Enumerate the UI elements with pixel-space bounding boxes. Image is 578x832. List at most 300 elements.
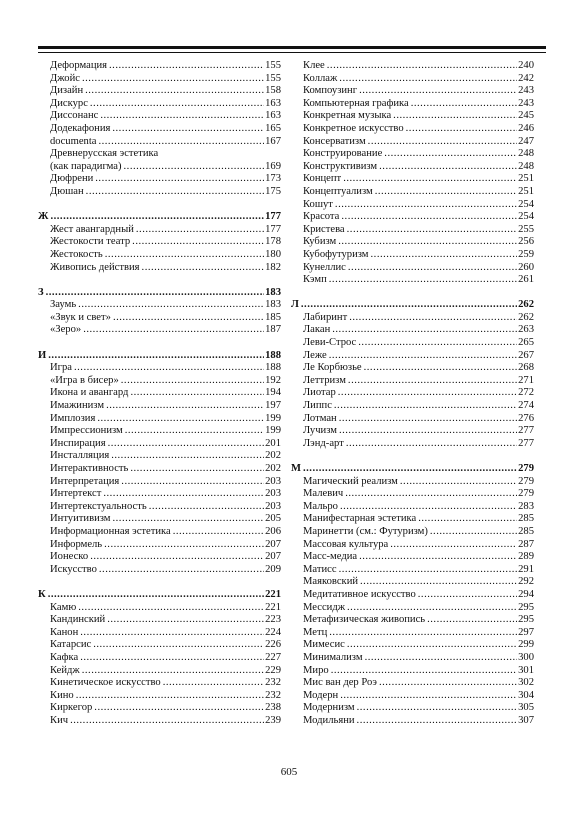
index-page-number: 272 bbox=[518, 387, 534, 399]
dot-leader bbox=[97, 413, 264, 426]
index-term: Мальро bbox=[303, 500, 338, 512]
dot-leader bbox=[173, 526, 264, 539]
index-page-number: 158 bbox=[265, 85, 281, 97]
dot-leader bbox=[46, 287, 265, 300]
index-term: Конструктивизм bbox=[303, 160, 378, 172]
index-term: Древнерусская эстетика bbox=[50, 148, 159, 160]
index-entry bbox=[38, 639, 281, 652]
index-entry bbox=[291, 60, 534, 73]
dot-leader bbox=[76, 690, 264, 703]
index-page-number: 267 bbox=[518, 349, 534, 361]
index-entry bbox=[38, 450, 281, 463]
index-letter-heading bbox=[38, 589, 281, 602]
index-page-number: 229 bbox=[265, 664, 281, 676]
dot-leader bbox=[345, 488, 517, 501]
dot-leader bbox=[340, 501, 517, 514]
index-page-number: 203 bbox=[265, 475, 281, 487]
index-entry bbox=[291, 526, 534, 539]
index-page-number: 260 bbox=[518, 261, 534, 273]
index-entry bbox=[291, 312, 534, 325]
index-entry bbox=[38, 262, 281, 275]
dot-leader bbox=[99, 564, 264, 577]
dot-leader bbox=[411, 98, 517, 111]
index-entry bbox=[38, 312, 281, 325]
index-term: Модильяни bbox=[303, 714, 355, 726]
index-term: Леже bbox=[303, 349, 327, 361]
index-term: Маринетти (см.: Футуризм) bbox=[303, 525, 428, 537]
index-page-number: 265 bbox=[518, 337, 534, 349]
index-column-right bbox=[291, 60, 534, 727]
index-term: Метц bbox=[303, 626, 328, 638]
dot-leader bbox=[130, 463, 264, 476]
index-column-left bbox=[38, 60, 281, 727]
index-entry bbox=[291, 148, 534, 161]
dot-leader bbox=[339, 73, 517, 86]
index-entry bbox=[291, 602, 534, 615]
index-term: К bbox=[38, 588, 46, 600]
dot-leader bbox=[379, 161, 517, 174]
dot-leader bbox=[338, 387, 517, 400]
index-term: И bbox=[38, 349, 47, 361]
index-page-number: 277 bbox=[518, 437, 534, 449]
index-term: Жест авангардный bbox=[50, 223, 134, 235]
index-entry bbox=[38, 677, 281, 690]
index-page-number: 203 bbox=[265, 488, 281, 500]
index-entry bbox=[38, 564, 281, 577]
index-page-number: 277 bbox=[518, 425, 534, 437]
index-entry bbox=[38, 186, 281, 199]
index-page-number: 221 bbox=[265, 588, 281, 600]
section-gap bbox=[38, 274, 281, 287]
dot-leader bbox=[339, 425, 517, 438]
index-term: Магический реализм bbox=[303, 475, 398, 487]
dot-leader bbox=[82, 73, 264, 86]
index-page-number: 223 bbox=[265, 614, 281, 626]
index-entry bbox=[291, 702, 534, 715]
index-entry bbox=[38, 690, 281, 703]
index-term: Метафизическая живопись bbox=[303, 614, 426, 626]
index-page-number: 197 bbox=[265, 400, 281, 412]
index-term: Дискурс bbox=[50, 97, 88, 109]
dot-leader bbox=[125, 425, 264, 438]
dot-leader bbox=[359, 551, 517, 564]
index-entry bbox=[38, 715, 281, 728]
index-term: Интертекстуальность bbox=[50, 500, 147, 512]
index-page-number: 165 bbox=[265, 122, 281, 134]
index-page-number: 224 bbox=[265, 626, 281, 638]
index-entry bbox=[291, 362, 534, 375]
index-letter-heading bbox=[38, 287, 281, 300]
index-term: Лакан bbox=[303, 324, 331, 336]
index-entry bbox=[291, 350, 534, 363]
index-page-number: 254 bbox=[518, 211, 534, 223]
dot-leader bbox=[406, 123, 517, 136]
index-term: Интерактивность bbox=[50, 463, 129, 474]
index-entry bbox=[38, 236, 281, 249]
index-term: Концепт bbox=[303, 173, 342, 185]
index-page-number: 188 bbox=[265, 362, 281, 374]
index-page-number: 240 bbox=[518, 60, 534, 71]
header-rule-thin bbox=[38, 52, 546, 53]
dot-leader bbox=[78, 602, 264, 615]
index-entry bbox=[291, 186, 534, 199]
index-term: Кубизм bbox=[303, 236, 337, 248]
dot-leader bbox=[390, 539, 517, 552]
index-page-number: 274 bbox=[518, 400, 534, 412]
dot-leader bbox=[80, 627, 264, 640]
index-term: Кандинский bbox=[50, 614, 106, 626]
section-gap bbox=[291, 450, 534, 463]
index-page-number: 251 bbox=[518, 173, 534, 185]
section-gap bbox=[38, 576, 281, 589]
index-term: Мессидж bbox=[303, 601, 346, 613]
index-entry bbox=[291, 639, 534, 652]
index-entry bbox=[38, 463, 281, 476]
index-term: «Игра в бисер» bbox=[50, 374, 119, 386]
index-entry bbox=[291, 627, 534, 640]
dot-leader bbox=[108, 438, 265, 451]
index-page-number: 297 bbox=[518, 626, 534, 638]
index-term: Деформация bbox=[50, 60, 108, 71]
index-term: Импрессионизм bbox=[50, 425, 123, 437]
index-entry bbox=[38, 627, 281, 640]
index-term: Жестокости театр bbox=[50, 236, 131, 248]
index-page-number: 276 bbox=[518, 412, 534, 424]
index-term: Модернизм bbox=[303, 702, 355, 714]
dot-leader bbox=[347, 224, 517, 237]
index-term: Л bbox=[291, 299, 299, 311]
dot-leader bbox=[347, 602, 517, 615]
dot-leader bbox=[393, 110, 517, 123]
index-term: Интерпретация bbox=[50, 475, 120, 487]
dot-leader bbox=[74, 362, 264, 375]
index-entry bbox=[38, 98, 281, 111]
index-page-number: 255 bbox=[518, 223, 534, 235]
index-term: Информационная эстетика bbox=[50, 525, 171, 537]
index-term: Лэнд-арт bbox=[303, 437, 344, 449]
dot-leader bbox=[379, 677, 517, 690]
dot-leader bbox=[121, 375, 264, 388]
dot-leader bbox=[94, 702, 264, 715]
index-entry bbox=[291, 551, 534, 564]
index-entry bbox=[38, 526, 281, 539]
index-page-number: 201 bbox=[265, 437, 281, 449]
index-term: Лиотар bbox=[303, 387, 336, 399]
index-term: Масс-медиа bbox=[303, 551, 358, 563]
dot-leader bbox=[303, 463, 517, 476]
index-page-number: 227 bbox=[265, 651, 281, 663]
dot-leader bbox=[348, 262, 517, 275]
index-page-number: 243 bbox=[518, 85, 534, 97]
index-letter-heading bbox=[291, 463, 534, 476]
dot-leader bbox=[335, 199, 517, 212]
index-term: Кинетическое искусство bbox=[50, 677, 161, 689]
index-page-number: 185 bbox=[265, 311, 281, 323]
dot-leader bbox=[142, 262, 265, 275]
index-entry bbox=[291, 73, 534, 86]
index-page-number: 199 bbox=[265, 412, 281, 424]
dot-leader bbox=[349, 312, 517, 325]
index-page-number: 262 bbox=[518, 299, 534, 311]
dot-leader bbox=[339, 564, 518, 577]
index-page-number: 173 bbox=[265, 173, 281, 185]
index-page-number: 182 bbox=[265, 261, 281, 273]
index-term: Консерватизм bbox=[303, 135, 366, 147]
index-entry bbox=[38, 136, 281, 149]
dot-leader bbox=[359, 85, 517, 98]
index-entry bbox=[38, 324, 281, 337]
index-term: Минимализм bbox=[303, 651, 363, 663]
index-page-number: 301 bbox=[518, 664, 534, 676]
dot-leader bbox=[338, 236, 517, 249]
index-term: Мис ван дер Роэ bbox=[303, 677, 377, 689]
dot-leader bbox=[329, 627, 517, 640]
index-page-number: 279 bbox=[518, 475, 534, 487]
dot-leader bbox=[329, 350, 517, 363]
dot-leader bbox=[365, 652, 518, 665]
dot-leader bbox=[334, 400, 517, 413]
index-page-number: 178 bbox=[265, 236, 281, 248]
section-gap bbox=[38, 199, 281, 212]
index-entry bbox=[291, 249, 534, 262]
index-page-number: 305 bbox=[518, 702, 534, 714]
index-entry bbox=[291, 715, 534, 728]
dot-leader bbox=[70, 715, 264, 728]
index-page-number: 261 bbox=[518, 274, 534, 286]
index-page-number: 194 bbox=[265, 387, 281, 399]
index-page-number: 302 bbox=[518, 677, 534, 689]
index-term: Кафка bbox=[50, 651, 79, 663]
index-page-number: 155 bbox=[265, 72, 281, 84]
index-page-number: 285 bbox=[518, 513, 534, 525]
index-term: Липпс bbox=[303, 400, 332, 412]
index-term: «Звук и свет» bbox=[50, 311, 111, 323]
index-page-number: 188 bbox=[265, 349, 281, 361]
section-gap bbox=[291, 287, 534, 300]
index-entry bbox=[291, 438, 534, 451]
dot-leader bbox=[348, 375, 517, 388]
index-entry bbox=[291, 677, 534, 690]
index-entry bbox=[38, 73, 281, 86]
dot-leader bbox=[340, 690, 517, 703]
index-entry bbox=[38, 400, 281, 413]
index-entry bbox=[291, 211, 534, 224]
index-entry bbox=[291, 513, 534, 526]
index-term: Кэмп bbox=[303, 274, 327, 286]
index-entry bbox=[38, 501, 281, 514]
index-term: Кристева bbox=[303, 223, 345, 235]
index-entry bbox=[291, 488, 534, 501]
header-rule-thick bbox=[38, 46, 546, 49]
dot-leader bbox=[132, 236, 264, 249]
dot-leader bbox=[112, 123, 264, 136]
dot-leader bbox=[364, 362, 517, 375]
index-entry bbox=[291, 576, 534, 589]
index-entry bbox=[291, 136, 534, 149]
index-term: Массовая культура bbox=[303, 538, 389, 550]
index-term: Конструирование bbox=[303, 148, 383, 160]
index-page-number: 295 bbox=[518, 601, 534, 613]
index-term: Дюшан bbox=[50, 185, 84, 197]
index-page-number: 187 bbox=[265, 324, 281, 336]
index-entry bbox=[291, 425, 534, 438]
index-term: (как парадигма) bbox=[50, 160, 122, 172]
index-term: Ионеско bbox=[50, 551, 89, 563]
index-page-number: 167 bbox=[265, 135, 281, 147]
index-term: Заумь bbox=[50, 299, 77, 311]
index-entry bbox=[291, 236, 534, 249]
dot-leader bbox=[427, 614, 517, 627]
index-page-number: 279 bbox=[518, 463, 534, 474]
index-entry bbox=[291, 652, 534, 665]
index-entry bbox=[38, 85, 281, 98]
index-entry bbox=[291, 501, 534, 514]
dot-leader bbox=[105, 249, 264, 262]
dot-leader bbox=[418, 513, 517, 526]
index-letter-heading bbox=[38, 350, 281, 363]
index-entry bbox=[38, 60, 281, 73]
dot-leader bbox=[332, 324, 517, 337]
index-page-number: 199 bbox=[265, 425, 281, 437]
index-term: Миро bbox=[303, 664, 329, 676]
dot-leader bbox=[86, 186, 264, 199]
index-term: Живопись действия bbox=[50, 261, 140, 273]
index-entry bbox=[291, 375, 534, 388]
dot-leader bbox=[357, 702, 517, 715]
dot-leader bbox=[130, 387, 264, 400]
index-page-number: 239 bbox=[265, 714, 281, 726]
dot-leader bbox=[136, 224, 264, 237]
index-page-number: 279 bbox=[518, 488, 534, 500]
index-term: Интертекст bbox=[50, 488, 102, 500]
index-page-number: 202 bbox=[265, 450, 281, 462]
index-term: Джойс bbox=[50, 72, 80, 84]
index-entry bbox=[291, 110, 534, 123]
index-term: Катарсис bbox=[50, 639, 92, 651]
index-page-number: 291 bbox=[518, 563, 534, 575]
dot-leader bbox=[339, 413, 517, 426]
index-page-number: 245 bbox=[518, 110, 534, 122]
index-letter-heading bbox=[38, 211, 281, 224]
index-term: Кич bbox=[50, 714, 69, 726]
index-term: Инсталляция bbox=[50, 450, 110, 462]
index-term: Кейдж bbox=[50, 664, 80, 676]
index-page-number: 248 bbox=[518, 160, 534, 172]
index-page-number: 177 bbox=[265, 223, 281, 235]
index-entry bbox=[38, 513, 281, 526]
index-page-number: 155 bbox=[265, 60, 281, 71]
index-page-number: 285 bbox=[518, 525, 534, 537]
index-term: Канон bbox=[50, 626, 79, 638]
dot-leader bbox=[85, 85, 264, 98]
index-entry bbox=[38, 123, 281, 136]
index-entry bbox=[38, 173, 281, 186]
index-entry bbox=[38, 148, 281, 161]
index-page-number: 247 bbox=[518, 135, 534, 147]
dot-leader bbox=[360, 576, 517, 589]
index-entry bbox=[291, 85, 534, 98]
index-page-number: 180 bbox=[265, 248, 281, 260]
dot-leader bbox=[418, 589, 517, 602]
dot-leader bbox=[103, 488, 264, 501]
index-entry bbox=[291, 224, 534, 237]
index-entry bbox=[38, 387, 281, 400]
dot-leader bbox=[90, 551, 264, 564]
index-page-number: 226 bbox=[265, 639, 281, 651]
dot-leader bbox=[106, 400, 264, 413]
index-page-number: 251 bbox=[518, 185, 534, 197]
index-term: Компьютерная графика bbox=[303, 97, 409, 109]
index-page-number: 243 bbox=[518, 97, 534, 109]
index-entry bbox=[38, 249, 281, 262]
index-term: Лотман bbox=[303, 412, 337, 424]
index-page-number: 177 bbox=[265, 211, 281, 223]
index-entry bbox=[38, 413, 281, 426]
index-entry bbox=[38, 224, 281, 237]
dot-leader bbox=[329, 274, 517, 287]
index-page-number: 175 bbox=[265, 185, 281, 197]
index-page-number: 295 bbox=[518, 614, 534, 626]
index-entry bbox=[38, 161, 281, 174]
index-entry bbox=[291, 539, 534, 552]
section-gap bbox=[38, 337, 281, 350]
index-term: Матисс bbox=[303, 563, 337, 575]
dot-leader bbox=[358, 337, 517, 350]
index-term: Лучизм bbox=[303, 425, 337, 437]
dot-leader bbox=[357, 715, 518, 728]
index-entry bbox=[291, 262, 534, 275]
index-term: Малевич bbox=[303, 488, 344, 500]
index-term: Ле Корбюзье bbox=[303, 362, 362, 374]
index-page-number: 183 bbox=[265, 299, 281, 311]
dot-leader bbox=[109, 60, 264, 73]
index-entry bbox=[38, 702, 281, 715]
index-entry bbox=[291, 98, 534, 111]
index-term: Киркегор bbox=[50, 702, 93, 714]
index-entry bbox=[291, 665, 534, 678]
index-entry bbox=[38, 110, 281, 123]
index-term: Информель bbox=[50, 538, 103, 550]
index-entry bbox=[291, 324, 534, 337]
index-entry bbox=[38, 476, 281, 489]
dot-leader bbox=[368, 136, 517, 149]
index-page-number: 207 bbox=[265, 538, 281, 550]
index-term: «Зеро» bbox=[50, 324, 82, 336]
index-term: Кубофутуризм bbox=[303, 248, 369, 260]
index-entry bbox=[38, 665, 281, 678]
dot-leader bbox=[78, 299, 264, 312]
index-term: Компоузинг bbox=[303, 85, 358, 97]
dot-leader bbox=[111, 450, 264, 463]
index-term: Мимесис bbox=[303, 639, 345, 651]
index-term: Красота bbox=[303, 211, 340, 223]
index-entry bbox=[38, 299, 281, 312]
index-term: Икона и авангард bbox=[50, 387, 129, 399]
dot-leader bbox=[83, 324, 264, 337]
index-page-number: 304 bbox=[518, 689, 534, 701]
index-entry bbox=[38, 488, 281, 501]
index-entry bbox=[291, 400, 534, 413]
index-letter-heading bbox=[291, 299, 534, 312]
index-page-number: 169 bbox=[265, 160, 281, 172]
index-entry bbox=[38, 602, 281, 615]
index-page-number: 283 bbox=[518, 500, 534, 512]
index-page-number: 183 bbox=[265, 286, 281, 298]
index-entry bbox=[291, 274, 534, 287]
index-page-number: 287 bbox=[518, 538, 534, 550]
dot-leader bbox=[149, 501, 264, 514]
dot-leader bbox=[327, 60, 517, 73]
